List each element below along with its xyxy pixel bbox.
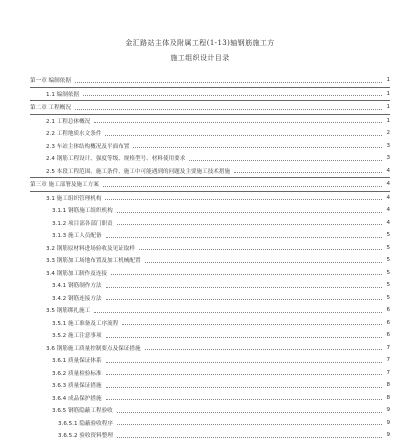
toc-entry[interactable] [30, 329, 390, 342]
toc-entry-label: 3.6.4 成品保护措施 [52, 395, 102, 402]
toc-entry[interactable] [30, 354, 390, 367]
toc-entry-page-number: 6 [386, 332, 390, 339]
toc-leader-dots [75, 82, 382, 83]
toc-entry[interactable] [30, 379, 390, 392]
toc-entry[interactable] [30, 178, 390, 192]
toc-entry-page-number: 1 [386, 90, 390, 97]
toc-entry[interactable] [30, 204, 390, 217]
toc-entry[interactable] [30, 429, 390, 442]
toc-entry[interactable] [30, 74, 390, 88]
toc-entry[interactable] [30, 267, 390, 280]
toc-leader-dots [106, 337, 382, 338]
toc-entry-label: 3.4.2 钢筋连接方法 [52, 295, 102, 302]
toc-entry-page-number: 9 [386, 407, 390, 414]
toc-leader-dots [105, 199, 382, 200]
toc-entry-page-number: 1 [386, 104, 390, 111]
toc-leader-dots [117, 224, 382, 225]
toc-leader-dots [103, 186, 382, 187]
toc-leader-dots [75, 109, 382, 110]
toc-leader-dots [106, 399, 382, 400]
toc-entry-label: 3.5.1 施工准备及工序流程 [52, 320, 119, 327]
toc-entry-label: 第一章 编制依据 [30, 78, 71, 85]
toc-entry-label: 第二章 工程概况 [30, 105, 71, 112]
toc-entry[interactable] [30, 317, 390, 330]
toc-leader-dots [133, 147, 382, 148]
toc-leader-dots [111, 274, 382, 275]
toc-entry-label: 2.2 工程地质水文条件 [46, 131, 102, 138]
toc-entry-label: 2.5 本段工程范围、施工条件、施工中可能遇到的问题及主要施工技术措施 [46, 168, 231, 175]
toc-leader-dots [117, 437, 382, 438]
toc-leader-dots [189, 160, 382, 161]
toc-leader-dots [234, 172, 382, 173]
toc-entry-page-number: 5 [386, 232, 390, 239]
toc-entry[interactable] [30, 304, 390, 317]
toc-entry-page-number: 9 [386, 432, 390, 439]
toc-entry-page-number: 4 [386, 219, 390, 226]
toc-entry[interactable] [30, 140, 390, 153]
toc-entry[interactable] [30, 342, 390, 355]
toc-entry-page-number: 3 [386, 155, 390, 162]
toc-entry-page-number: 5 [386, 282, 390, 289]
toc-entry[interactable] [30, 417, 390, 430]
toc-leader-dots [94, 122, 382, 123]
toc-leader-dots [106, 299, 382, 300]
toc-leader-dots [106, 387, 382, 388]
toc-entry-label: 3.6.3 质量保证措施 [52, 383, 102, 390]
toc-entry-label: 2.1 工程总体概况 [46, 118, 91, 125]
toc-entry[interactable] [30, 192, 390, 205]
toc-leader-dots [106, 287, 382, 288]
toc-entry[interactable] [30, 392, 390, 405]
toc-entry[interactable] [30, 367, 390, 380]
toc-entry-label: 1.1 编制依据 [46, 91, 80, 98]
toc-entry[interactable] [30, 88, 390, 102]
toc-entry-page-number: 1 [386, 77, 390, 84]
toc-entry-page-number: 4 [386, 181, 390, 188]
toc-entry-page-number: 4 [386, 194, 390, 201]
toc-leader-dots [145, 262, 382, 263]
toc-leader-dots [145, 349, 382, 350]
toc-entry-label: 3.6.2 质量检验标准 [52, 370, 102, 377]
toc-entry-page-number: 9 [386, 419, 390, 426]
toc-entry-label: 3.5.2 施工注意事项 [52, 333, 102, 340]
toc-entry[interactable] [30, 115, 390, 128]
toc-leader-dots [122, 324, 382, 325]
toc-leader-dots [83, 95, 382, 96]
toc-entry-label: 3.3 钢筋加工场地布置及加工机械配置 [46, 258, 141, 265]
toc-leader-dots [117, 424, 382, 425]
toc-entry-page-number: 5 [386, 269, 390, 276]
toc-entry-page-number: 7 [386, 357, 390, 364]
toc-entry-label: 3.2 钢筋原材料进场验收及见证取样 [46, 245, 135, 252]
toc-entry-label: 3.6.5.2 验收资料整理 [58, 433, 113, 440]
toc-entry-label: 3.4.1 钢筋制作方法 [52, 283, 102, 290]
document-subtitle: 施工组织设计目录 [170, 54, 230, 62]
toc-leader-dots [105, 135, 382, 136]
toc-entry-page-number: 5 [386, 257, 390, 264]
toc-entry-label: 2.3 车站主体结构概况及平面布置 [46, 143, 130, 150]
toc-leader-dots [117, 212, 382, 213]
toc-entry-page-number: 5 [386, 244, 390, 251]
toc-leader-dots [139, 249, 382, 250]
toc-leader-dots [106, 374, 382, 375]
toc-leader-dots [94, 312, 382, 313]
toc-entry-label: 3.4 钢筋加工制作及连接 [46, 270, 108, 277]
toc-entry-page-number: 6 [386, 307, 390, 314]
toc-entry-page-number: 4 [386, 167, 390, 174]
toc-entry-label: 3.1 施工组织管理机构 [46, 195, 102, 202]
toc-entry-page-number: 2 [386, 130, 390, 137]
toc-entry-page-number: 5 [386, 294, 390, 301]
toc-entry-label: 3.6.5.1 隐蔽验收程序 [58, 420, 113, 427]
toc-entry-label: 3.5 钢筋绑扎施工 [46, 308, 91, 315]
document-title: 金汇路站主体及附属工程(1-13)轴钢筋施工方 [125, 39, 275, 47]
toc-entry[interactable] [30, 279, 390, 292]
toc-entry-page-number: 6 [386, 319, 390, 326]
toc-entry[interactable] [30, 217, 390, 230]
toc-entry-label: 3.1.3 施工人员配备 [52, 233, 102, 240]
toc-entry[interactable] [30, 165, 390, 179]
toc-leader-dots [106, 362, 382, 363]
toc-entry[interactable] [30, 127, 390, 140]
toc-entry-page-number: 1 [386, 117, 390, 124]
toc-entry-label: 第三章 施工部署及施工方案 [30, 182, 99, 189]
toc-entry-page-number: 3 [386, 142, 390, 149]
toc-leader-dots [106, 237, 382, 238]
toc-entry-page-number: 7 [386, 344, 390, 351]
toc-entry-page-number: 8 [386, 394, 390, 401]
toc-entry[interactable] [30, 101, 390, 115]
toc-entry-label: 3.1.2 项目部各部门职责 [52, 220, 113, 227]
toc-entry-label: 3.1.1 钢筋施工组织机构 [52, 208, 113, 215]
toc-entry[interactable] [30, 254, 390, 267]
toc-entry[interactable] [30, 152, 390, 165]
toc-entry[interactable] [30, 404, 390, 417]
toc-entry-label: 2.4 钢筋工程设计、强度等级、规格型号、材料使用要求 [46, 156, 186, 163]
toc-entry-page-number: 8 [386, 382, 390, 389]
table-of-contents [30, 74, 390, 442]
toc-entry-page-number: 4 [386, 207, 390, 214]
toc-leader-dots [117, 412, 382, 413]
toc-entry-label: 3.6 钢筋施工质量控制要点及保证措施 [46, 345, 141, 352]
toc-entry-page-number: 7 [386, 369, 390, 376]
toc-entry[interactable] [30, 229, 390, 242]
toc-entry-label: 3.6.5 钢筋隐蔽工程验收 [52, 408, 113, 415]
toc-entry[interactable] [30, 292, 390, 305]
toc-entry-label: 3.6.1 质量保证体系 [52, 358, 102, 365]
toc-entry[interactable] [30, 242, 390, 255]
